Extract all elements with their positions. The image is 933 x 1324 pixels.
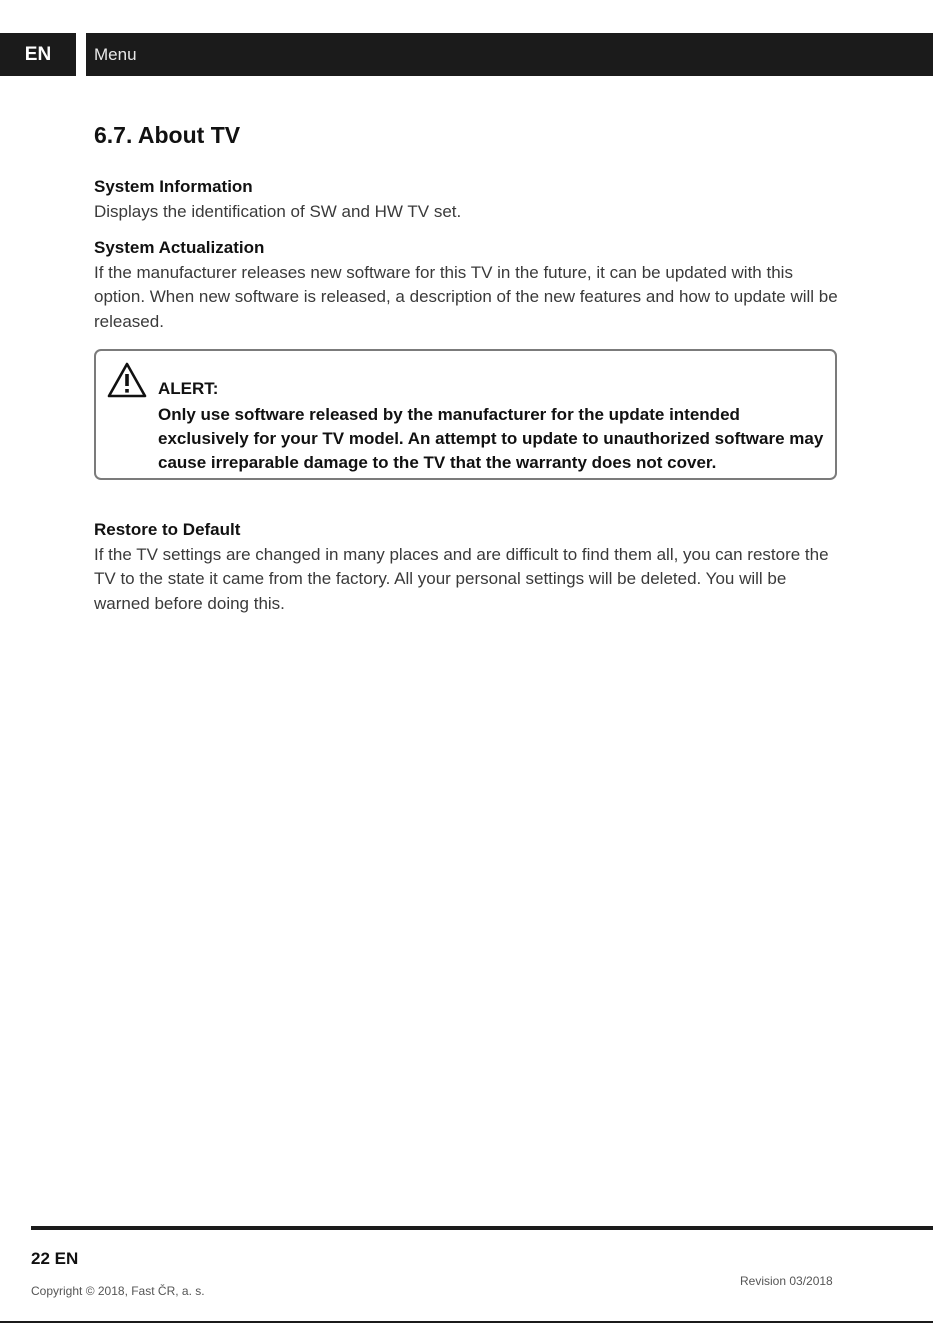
- restore-default-text: If the TV settings are changed in many places and are difficult to find them all, you can restore the TV to the state it came from the factory. All your personal settings will be deleted. You will be warned before doing this.: [94, 545, 829, 613]
- bottom-divider: [0, 1321, 933, 1323]
- page-title: 6.7. About TV: [94, 122, 241, 148]
- header-section-label: Menu: [94, 44, 137, 64]
- page-number: 22 EN: [31, 1249, 79, 1268]
- system-information-text: Displays the identification of SW and HW TV set.: [94, 202, 462, 221]
- footer-divider: [31, 1226, 933, 1230]
- header-bar: [86, 33, 933, 76]
- language-badge: EN: [0, 33, 76, 76]
- alert-title: ALERT:: [158, 379, 219, 398]
- system-information-heading: System Information: [94, 177, 253, 196]
- alert-box: [94, 349, 837, 480]
- revision-text: Revision 03/2018: [740, 1274, 833, 1288]
- warning-icon: [107, 362, 147, 398]
- system-actualization-text: If the manufacturer releases new software for this TV in the future, it can be updated with this option. When new software is released, a description of the new features and how to update will be released.: [94, 263, 838, 331]
- copyright-text: Copyright © 2018, Fast ČR, a. s.: [31, 1284, 205, 1298]
- restore-default-heading: Restore to Default: [94, 520, 241, 539]
- system-actualization-heading: System Actualization: [94, 238, 265, 257]
- alert-text: Only use software released by the manufacturer for the update intended exclusively for your TV model. An attempt to update to unauthorized software may cause irreparable damage to the TV that the warranty does not cover.: [158, 405, 824, 472]
